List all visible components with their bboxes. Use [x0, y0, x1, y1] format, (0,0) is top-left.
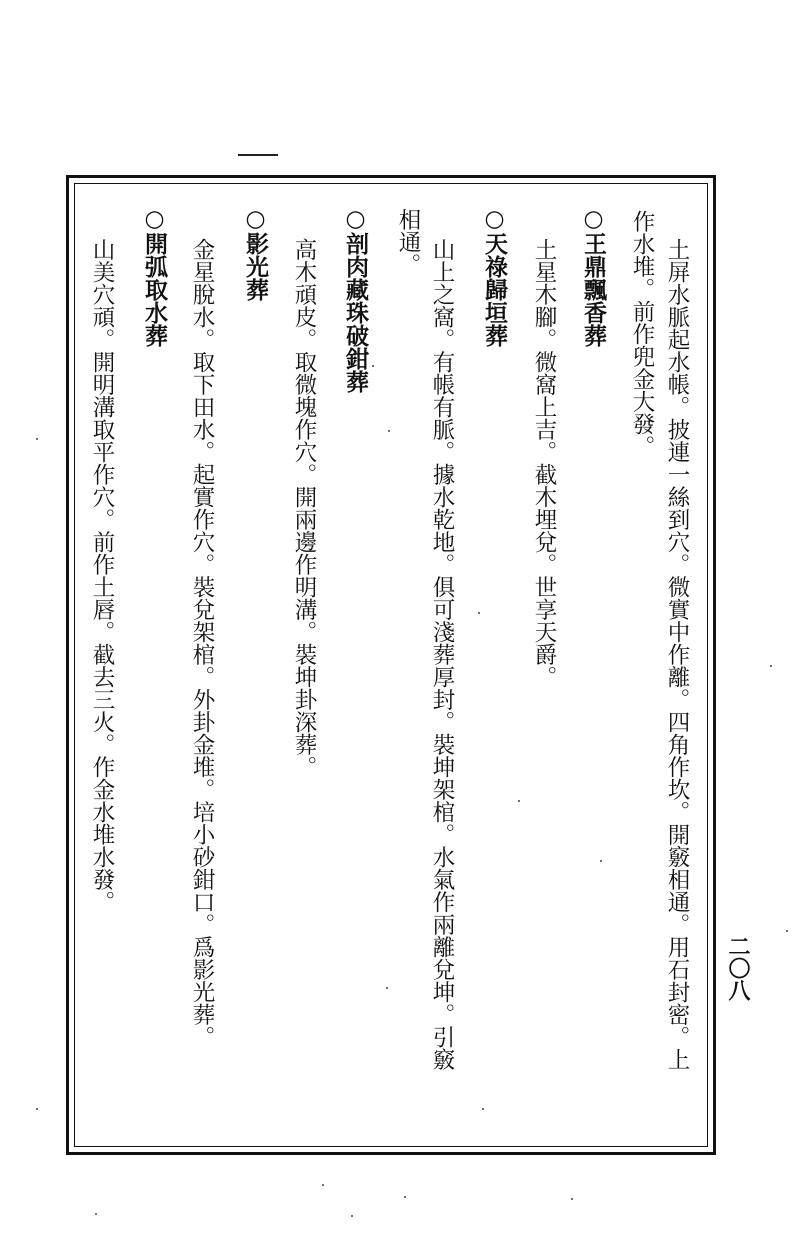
scan-speck: [404, 1196, 406, 1198]
section-heading: ○影光葬: [242, 205, 269, 301]
scan-speck: [386, 987, 388, 989]
scan-speck: [372, 365, 374, 367]
top-rule: [238, 154, 278, 156]
section-heading: ○天祿歸垣葬: [481, 205, 508, 347]
page-number: 二〇八: [725, 935, 751, 1001]
scan-speck: [388, 430, 390, 432]
text-column: 相通。: [395, 208, 421, 276]
scan-speck: [786, 930, 788, 932]
section-heading: ○王鼎飄香葬: [580, 205, 607, 347]
scan-speck: [478, 612, 480, 614]
scan-speck: [770, 665, 772, 667]
section-heading: ○開弧取水葬: [141, 205, 168, 347]
scan-speck: [351, 1215, 353, 1217]
text-column: 山上之窩。有帳有脈。據水乾地。俱可淺葬厚封。裝坤架棺。水氣作兩離兌坤。引竅: [429, 238, 455, 1071]
scan-speck: [518, 800, 520, 802]
scan-speck: [600, 860, 602, 862]
scan-speck: [36, 1108, 38, 1110]
text-column: 山美穴頑。開明溝取平作穴。前作土唇。截去三火。作金水堆水發。: [89, 238, 115, 913]
text-column: 金星脫水。取下田水。起實作穴。裝兌架棺。外卦金堆。培小砂鉗口。爲影光葬。: [189, 238, 215, 1048]
text-column: 作水堆。前作兜金大發。: [629, 210, 655, 458]
scan-speck: [571, 1198, 573, 1200]
scan-speck: [95, 1213, 97, 1215]
text-column: 高木頑皮。取微塊作穴。開兩邊作明溝。裝坤卦深葬。: [291, 238, 317, 778]
text-column: 土屏水脈起水帳。披連一絲到穴。微實中作離。四角作坎。開竅相通。用石封密。上: [664, 238, 690, 1071]
page-frame-inner: [74, 183, 708, 1147]
text-column: 土星木腳。微窩上吉。截木埋兌。世享天爵。: [531, 238, 557, 688]
scan-speck: [482, 1108, 484, 1110]
scan-speck: [36, 438, 38, 440]
section-heading: ○剖肉藏珠破鉗葬: [342, 205, 369, 393]
scan-speck: [322, 1184, 324, 1186]
